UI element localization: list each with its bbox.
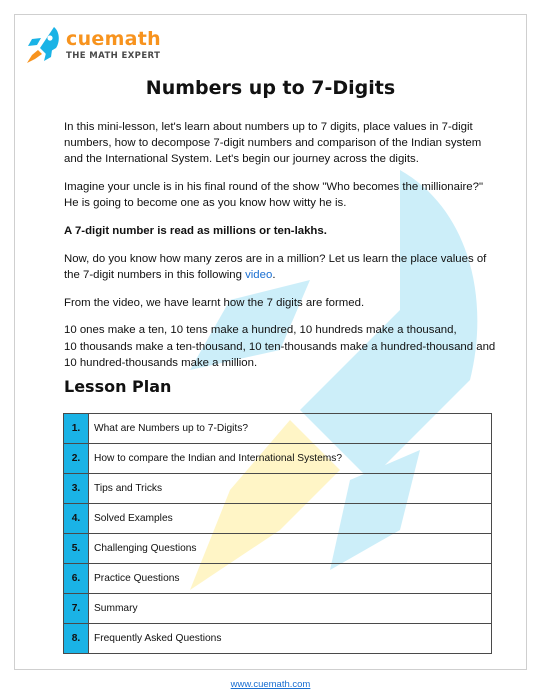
table-row[interactable] [64,414,492,444]
page-title: Numbers up to 7-Digits [145,77,396,99]
video-paragraph [64,251,500,283]
video-paragraph-end: . [272,268,276,281]
row-topic: How to compare the Indian and International Systems? [89,444,492,474]
row-number: 2. [64,444,89,474]
table-row[interactable] [64,504,492,534]
table-row[interactable] [64,444,492,474]
row-topic: Frequently Asked Questions [89,624,492,654]
row-number: 4. [64,504,89,534]
brand-name: cuemath [66,28,162,50]
table-row[interactable] [64,534,492,564]
row-number: 3. [64,474,89,504]
lesson-plan-table [63,413,492,654]
row-topic: Practice Questions [89,564,492,594]
row-number: 6. [64,564,89,594]
footer-website-link[interactable]: www.cuemath.com [230,679,311,690]
table-row[interactable] [64,474,492,504]
row-number: 8. [64,624,89,654]
lesson-body [64,119,500,382]
row-topic: What are Numbers up to 7-Digits? [89,414,492,444]
rocket-logo-icon [24,24,62,64]
imagine-paragraph: Imagine your uncle is in his final round of the show "Who becomes the millionaire?" He is going to become one as you know how witty he is. [64,181,483,210]
key-fact-paragraph: A 7-digit number is read as millions or ten-lakhs. [64,225,327,238]
row-number: 5. [64,534,89,564]
video-link[interactable]: video [245,268,273,281]
row-topic: Challenging Questions [89,534,492,564]
row-number: 7. [64,594,89,624]
brand-tagline: THE MATH EXPERT [66,51,161,61]
row-topic: Solved Examples [89,504,492,534]
intro-paragraph: In this mini-lesson, let's learn about numbers up to 7 digits, place values in 7-digit numbers, how to decompose 7-digit numbers and comparison of the Indian system and the International System. Let's begin our journey across the digits. [64,121,482,166]
video-paragraph-text: Now, do you know how many zeros are in a million? Let us learn the place values of the 7-digit numbers in this following [64,252,487,281]
row-topic: Summary [89,594,492,624]
table-row[interactable] [64,594,492,624]
place-value-line-2: 10 thousands make a ten-thousand, 10 ten-thousands make a hundred-thousand and 10 hundred-thousands make a million. [64,340,496,369]
place-value-line-1: 10 ones make a ten, 10 tens make a hundred, 10 hundreds make a thousand, [64,324,457,337]
lesson-plan-heading: Lesson Plan [64,377,172,396]
row-topic: Tips and Tricks [89,474,492,504]
row-number: 1. [64,414,89,444]
learned-paragraph: From the video, we have learnt how the 7 digits are formed. [64,296,365,309]
table-row[interactable] [64,564,492,594]
place-value-paragraph [64,322,500,371]
table-row[interactable] [64,624,492,654]
